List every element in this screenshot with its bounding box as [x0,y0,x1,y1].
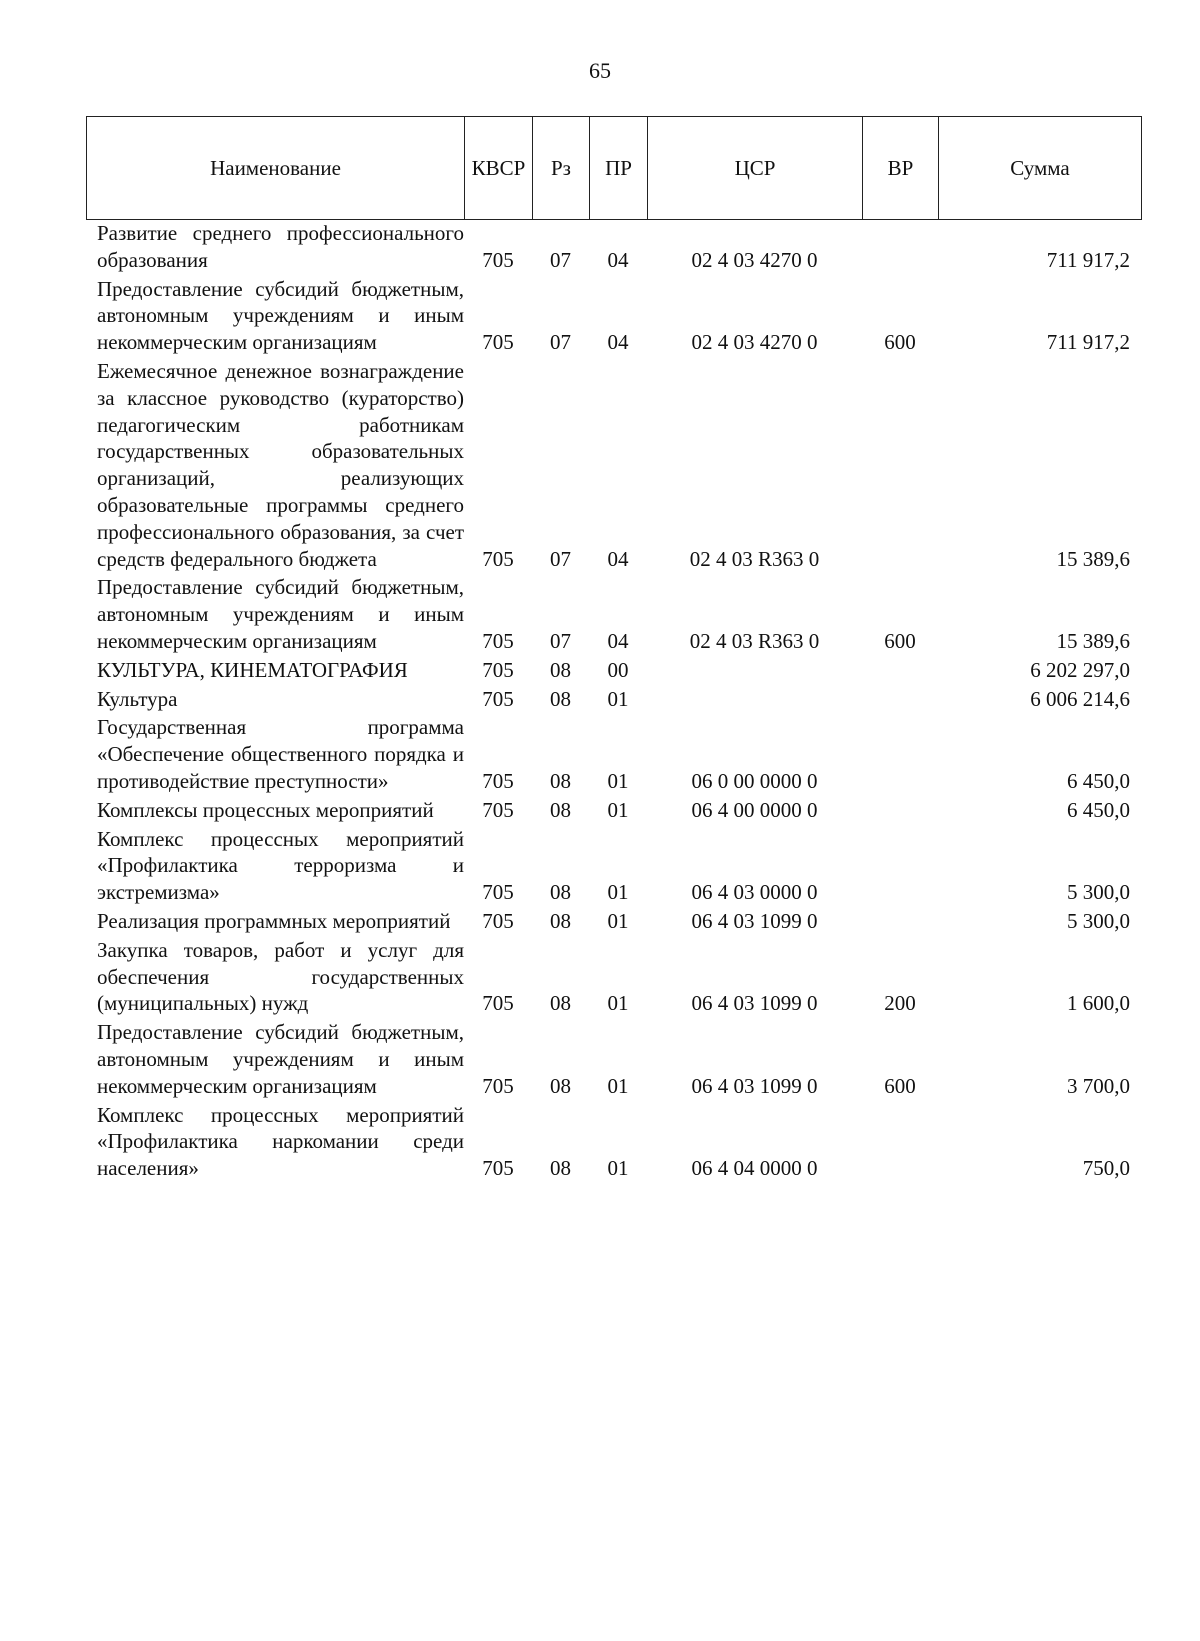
row-name: Реализация программных мероприятий [97,908,451,933]
row-csr: 06 0 00 0000 0 [691,768,818,793]
row-pr: 01 [607,880,629,905]
table-row [86,1102,1142,1182]
header-pr: ПР [590,117,648,219]
row-kvsr: 705 [482,768,514,793]
row-pr: 01 [607,768,629,793]
table-row [86,574,1142,654]
row-kvsr: 705 [482,247,514,272]
row-pr: 01 [607,1156,629,1181]
row-pr: 01 [607,797,629,822]
row-pr: 04 [607,330,629,355]
row-csr: 02 4 03 R363 0 [689,546,820,571]
row-name: Комплексы процессных мероприятий [97,797,434,822]
row-csr: 02 4 03 4270 0 [691,330,818,355]
row-name: Закупка товаров, работ и услуг для обеспечения государственных (муниципальных) нужд [97,937,464,1016]
page-number: 65 [589,58,611,83]
row-sum: 3 700,0 [1067,1073,1130,1098]
row-rz: 08 [550,768,571,793]
row-rz: 07 [550,247,571,272]
row-vr: 600 [884,1073,916,1098]
row-sum: 15 389,6 [1056,546,1130,571]
row-name: Комплекс процессных мероприятий «Профилактика терроризма и экстремизма» [97,826,464,905]
row-rz: 07 [550,546,571,571]
table-row [86,908,1142,935]
row-name: Предоставление субсидий бюджетным, автономным учреждениям и иным некоммерческим организациям [97,1020,464,1098]
row-name: КУЛЬТУРА, КИНЕМАТОГРАФИЯ [97,657,408,682]
header-csr: ЦСР [648,117,863,219]
row-sum: 750,0 [1082,1156,1130,1181]
row-pr: 01 [607,908,629,933]
row-sum: 5 300,0 [1067,908,1130,933]
row-csr: 06 4 03 1099 0 [691,991,818,1016]
row-sum: 711 917,2 [1046,330,1130,355]
row-csr: 06 4 04 0000 0 [691,1156,818,1181]
row-vr: 600 [884,330,916,355]
table-row [86,686,1142,713]
row-csr: 02 4 03 4270 0 [691,247,818,272]
row-csr: 02 4 03 R363 0 [689,628,820,653]
row-rz: 08 [550,1156,571,1181]
row-rz: 08 [550,797,571,822]
row-csr: 06 4 03 1099 0 [691,908,818,933]
row-name: Предоставление субсидий бюджетным, автономным учреждениям и иным некоммерческим организациям [97,575,464,653]
row-name: Развитие среднего профессионального образования [97,221,464,272]
row-kvsr: 705 [482,546,514,571]
row-kvsr: 705 [482,628,514,653]
row-kvsr: 705 [482,991,514,1016]
table-row [86,657,1142,684]
row-name: Предоставление субсидий бюджетным, автономным учреждениям и иным некоммерческим организациям [97,276,464,355]
row-kvsr: 705 [482,1073,514,1098]
row-sum: 6 202 297,0 [1030,657,1130,682]
row-kvsr: 705 [482,1156,514,1181]
row-sum: 15 389,6 [1056,628,1130,653]
row-sum: 5 300,0 [1067,880,1130,905]
table-row [86,358,1142,572]
row-pr: 04 [607,247,629,272]
row-name: Ежемесячное денежное вознаграждение за классное руководство (кураторство) педагогическим работникам государственных образовательных организаций, реализующих образовательные программы среднего профессионального образования, за счет средств федерального бюджета [97,358,464,571]
row-sum: 1 600,0 [1067,991,1130,1016]
table-row [86,937,1142,1017]
row-pr: 01 [607,991,629,1016]
row-csr: 06 4 03 1099 0 [691,1073,818,1098]
row-sum: 6 450,0 [1067,797,1130,822]
row-vr: 200 [884,991,916,1016]
table-row [86,714,1142,794]
row-vr: 600 [884,628,916,653]
row-pr: 01 [607,686,629,711]
table-row [86,1019,1142,1099]
row-rz: 08 [550,686,571,711]
row-csr: 06 4 00 0000 0 [691,797,818,822]
table-row [86,220,1142,274]
row-name: Комплекс процессных мероприятий «Профилактика наркомании среди населения» [97,1102,464,1181]
row-csr: 06 4 03 0000 0 [691,880,818,905]
table-row [86,797,1142,824]
row-pr: 01 [607,1073,629,1098]
header-sum: Сумма [1010,155,1070,180]
row-name: Культура [97,686,178,711]
row-rz: 08 [550,908,571,933]
row-rz: 07 [550,330,571,355]
row-kvsr: 705 [482,908,514,933]
table-row [86,276,1142,356]
row-sum: 6 006 214,6 [1030,686,1130,711]
row-rz: 08 [550,1073,571,1098]
row-sum: 6 450,0 [1067,768,1130,793]
row-rz: 08 [550,657,571,682]
row-kvsr: 705 [482,657,514,682]
row-pr: 04 [607,546,629,571]
header-name: Наименование [87,117,465,219]
row-kvsr: 705 [482,686,514,711]
row-rz: 08 [550,880,571,905]
table-row [86,826,1142,906]
row-rz: 07 [550,628,571,653]
row-sum: 711 917,2 [1046,247,1130,272]
row-kvsr: 705 [482,797,514,822]
row-pr: 04 [607,628,629,653]
row-pr: 00 [607,657,629,682]
header-rz: Рз [533,117,590,219]
row-kvsr: 705 [482,880,514,905]
header-vr: ВР [863,117,939,219]
row-name: Государственная программа «Обеспечение общественного порядка и противодействие преступности» [97,715,464,793]
row-rz: 08 [550,991,571,1016]
header-kvsr: КВСР [465,117,533,219]
row-kvsr: 705 [482,330,514,355]
table-body [86,220,1142,1184]
table-header [86,116,1142,220]
